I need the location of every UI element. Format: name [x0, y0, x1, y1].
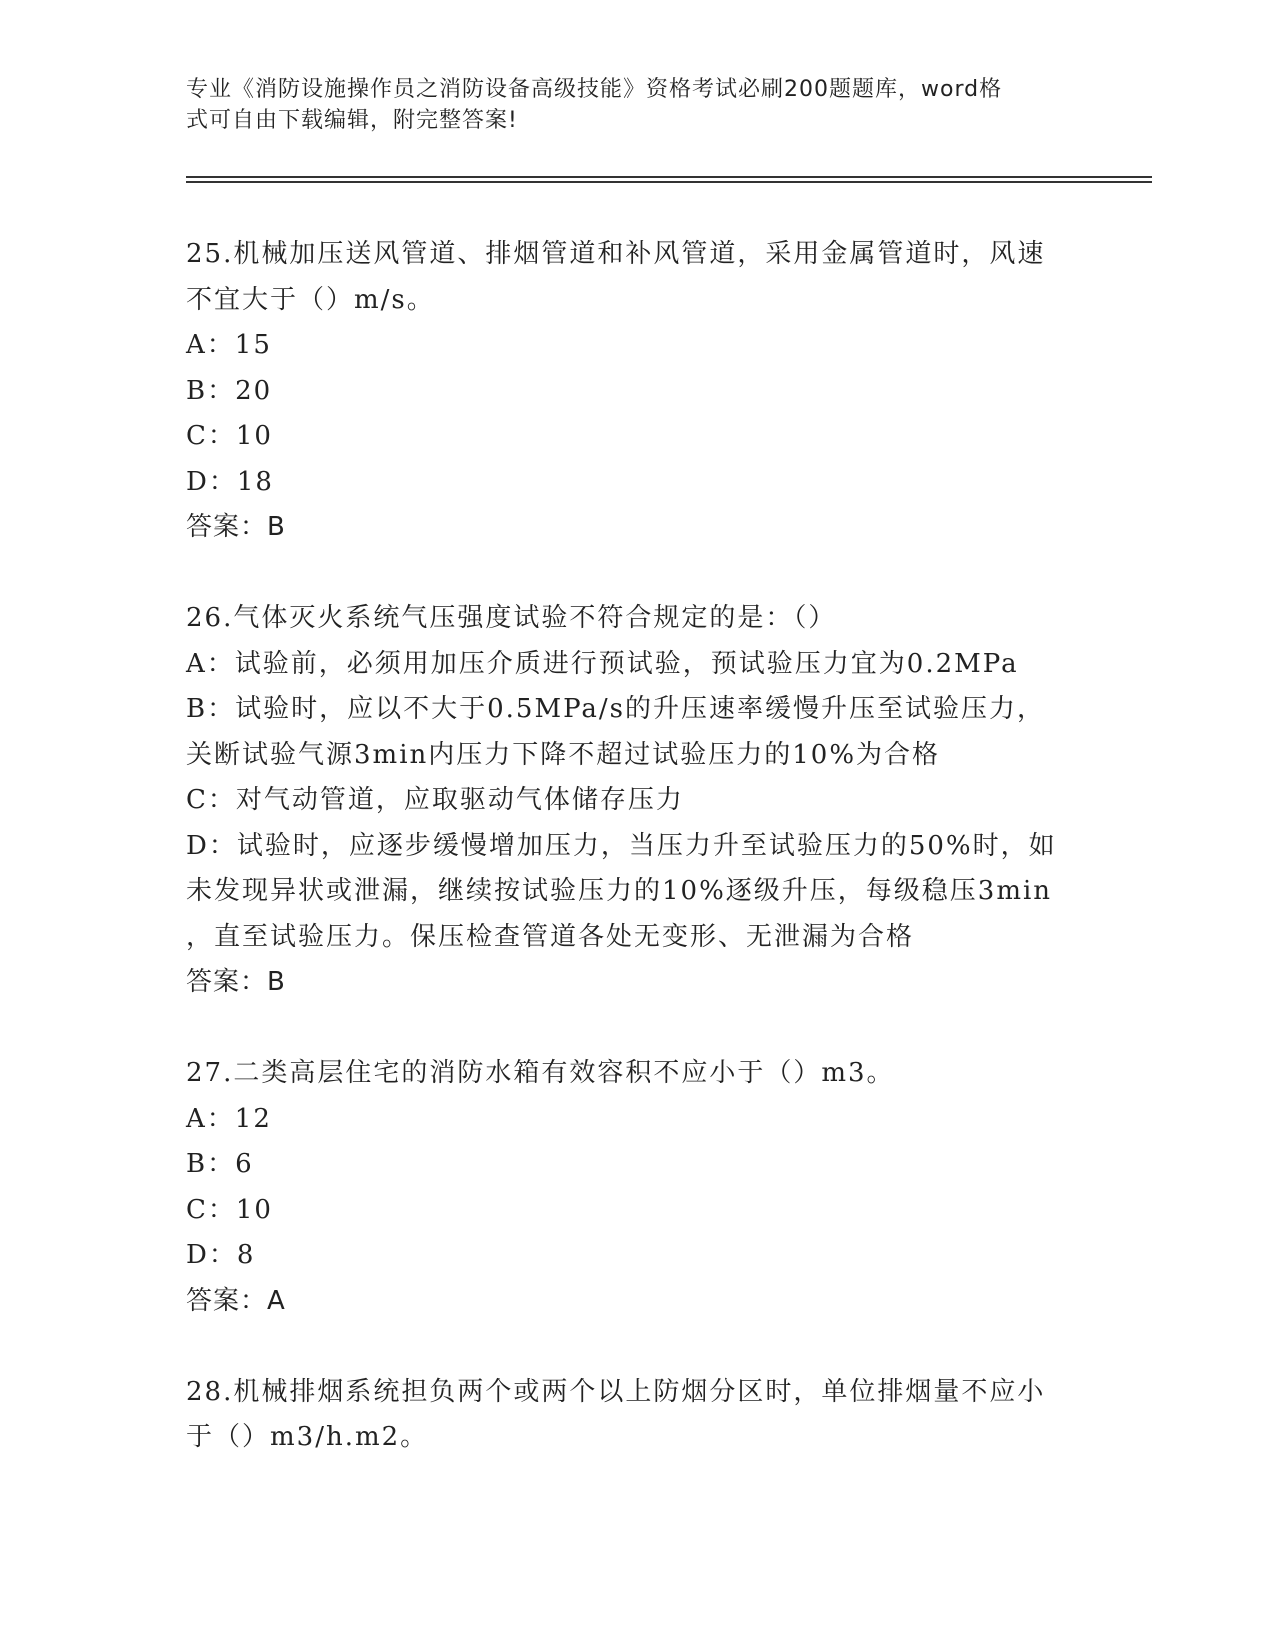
- question-28: [186, 1370, 1086, 1461]
- question-25: [186, 232, 1086, 551]
- document-header: [186, 74, 1066, 136]
- question-stem-line: 于（）m3/h.m2。: [186, 1422, 429, 1452]
- option-c: C：对气动管道，应取驱动气体储存压力: [186, 785, 684, 815]
- header-line: 专业《消防设施操作员之消防设备高级技能》资格考试必刷200题题库，word格: [186, 77, 1003, 102]
- answer-label: 答案：B: [186, 512, 286, 542]
- option-c: C：10: [186, 1194, 273, 1225]
- answer-label: 答案：B: [186, 967, 286, 997]
- header-divider-top: [186, 176, 1152, 178]
- option-c: C：10: [186, 421, 273, 451]
- question-stem-line: 25.机械加压送风管道、排烟管道和补风管道，采用金属管道时，风速: [186, 239, 1046, 269]
- option-d: D：8: [186, 1240, 256, 1270]
- header-line: 式可自由下载编辑，附完整答案!: [186, 108, 518, 133]
- answer-label: 答案：A: [186, 1285, 286, 1316]
- option-b: B：20: [186, 375, 273, 406]
- question-stem-line: 不宜大于（）m/s。: [186, 284, 435, 315]
- question-stem-line: 26.气体灭火系统气压强度试验不符合规定的是：（）: [186, 603, 837, 633]
- question-stem-line: 28.机械排烟系统担负两个或两个以上防烟分区时，单位排烟量不应小: [186, 1376, 1046, 1407]
- question-26: [186, 596, 1086, 1006]
- option-a: A：15: [186, 330, 272, 360]
- option-b-continued: 关断试验气源3min内压力下降不超过试验压力的10%为合格: [186, 739, 941, 770]
- question-stem-line: 27.二类高层住宅的消防水箱有效容积不应小于（）m3。: [186, 1058, 895, 1088]
- option-a: A：12: [186, 1103, 272, 1134]
- option-b: B：试验时，应以不大于0.5MPa/s的升压速率缓慢升压至试验压力，: [186, 694, 1046, 724]
- header-divider-bottom: [186, 181, 1152, 183]
- question-list: [186, 232, 1086, 1461]
- option-d: D：18: [186, 466, 274, 497]
- option-a: A：试验前，必须用加压介质进行预试验，预试验压力宜为0.2MPa: [186, 648, 1019, 679]
- option-b: B：6: [186, 1149, 254, 1179]
- question-27: [186, 1051, 1086, 1324]
- option-d-continued: 未发现异状或泄漏，继续按试验压力的10%逐级升压，每级稳压3min: [186, 876, 1053, 906]
- option-d-continued: ，直至试验压力。保压检查管道各处无变形、无泄漏为合格: [186, 921, 915, 952]
- option-d: D：试验时，应逐步缓慢增加压力，当压力升至试验压力的50%时，如: [186, 830, 1057, 861]
